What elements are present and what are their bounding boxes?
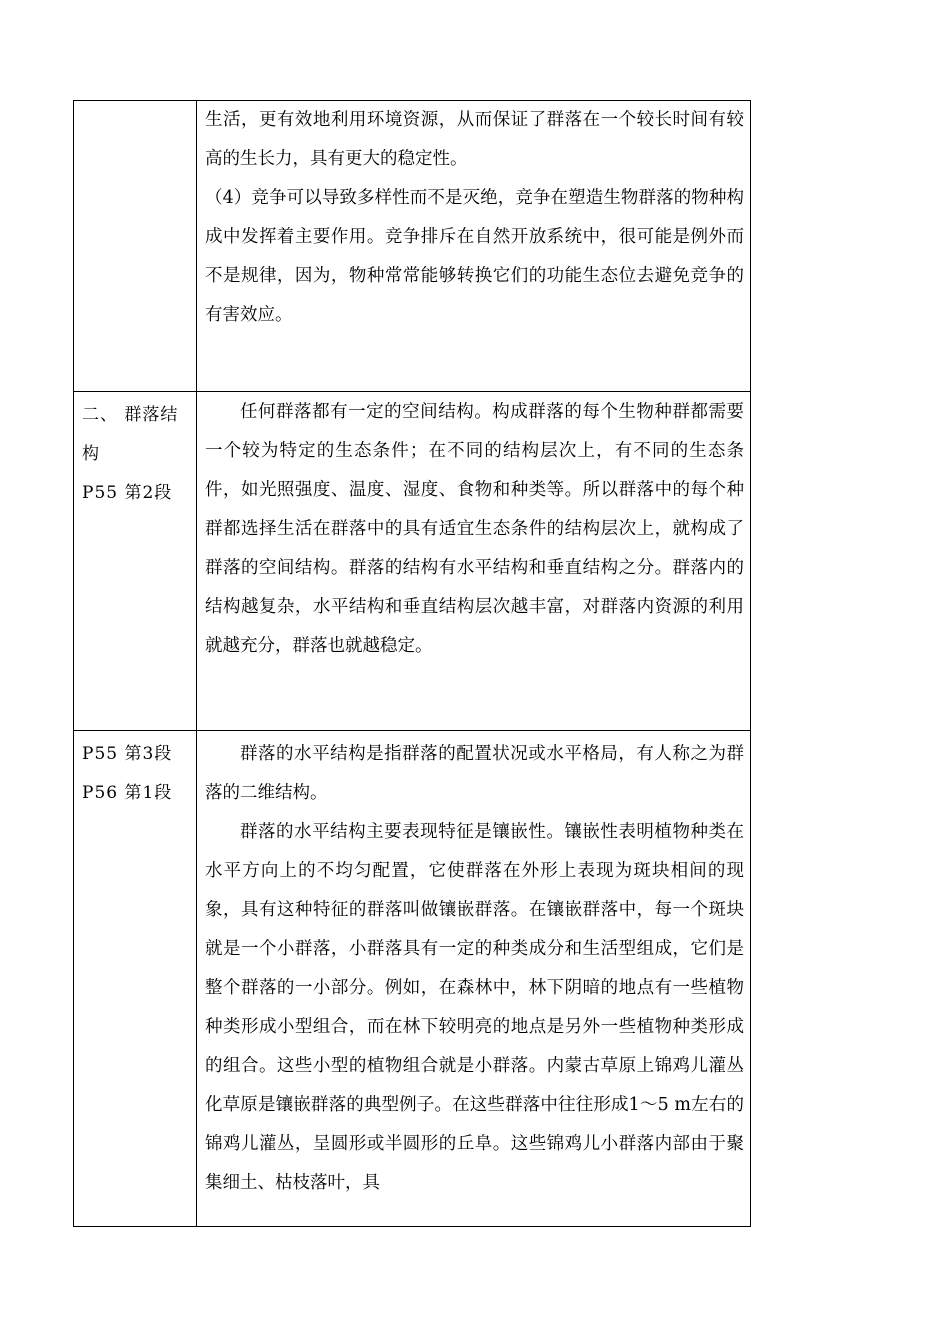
table-row	[74, 101, 751, 392]
table-row	[74, 392, 751, 731]
paragraph: 任何群落都有一定的空间结构。构成群落的每个生物种群都需要一个较为特定的生态条件；在不同的结构层次上，有不同的生态条件，如光照强度、温度、湿度、食物和种类等。所以群落中的每个种群都选择生活在群落中的具有适宜生态条件的结构层次上，就构成了群落的空间结构。群落的结构有水平结构和垂直结构之分。群落内的结构越复杂，水平结构和垂直结构层次越丰富，对群落内资源的利用就越充分，群落也就越稳定。	[205, 402, 744, 656]
content-cell	[197, 392, 751, 731]
section-title: 二、 群落结构	[82, 405, 179, 464]
content-cell	[197, 731, 751, 1227]
content-table	[73, 100, 751, 1227]
paragraph: 群落的水平结构主要表现特征是镶嵌性。镶嵌性表明植物种类在水平方向上的不均匀配置，它使群落在外形上表现为斑块相间的现象，具有这种特征的群落叫做镶嵌群落。在镶嵌群落中，每一个斑块就是一个小群落，小群落具有一定的种类成分和生活型组成，它们是整个群落的一小部分。例如，在森林中，林下阴暗的地点有一些植物种类形成小型组合，而在林下较明亮的地点是另外一些植物种类形成的组合。这些小型的植物组合就是小群落。内蒙古草原上锦鸡儿灌丛化草原是镶嵌群落的典型例子。在这些群落中往往形成1～5 m左右的锦鸡儿灌丛，呈圆形或半圆形的丘阜。这些锦鸡儿小群落内部由于聚集细土、枯枝落叶，具	[205, 822, 744, 1193]
page-reference: P55 第2段	[82, 483, 173, 503]
paragraph: 生活，更有效地利用环境资源，从而保证了群落在一个较长时间有较高的生长力，具有更大的稳定性。	[205, 110, 744, 169]
paragraph: 群落的水平结构是指群落的配置状况或水平格局，有人称之为群落的二维结构。	[205, 744, 744, 803]
section-label-cell	[74, 731, 197, 1227]
page-reference: P56 第1段	[82, 783, 173, 803]
page-reference: P55 第3段	[82, 744, 173, 764]
paragraph: （4）竞争可以导致多样性而不是灭绝，竞争在塑造生物群落的物种构成中发挥着主要作用。竞争排斥在自然开放系统中，很可能是例外而不是规律，因为，物种常常能够转换它们的功能生态位去避免竞争的有害效应。	[205, 188, 744, 325]
section-label-cell	[74, 101, 197, 392]
content-cell	[197, 101, 751, 392]
table-row	[74, 731, 751, 1227]
section-label-cell	[74, 392, 197, 731]
